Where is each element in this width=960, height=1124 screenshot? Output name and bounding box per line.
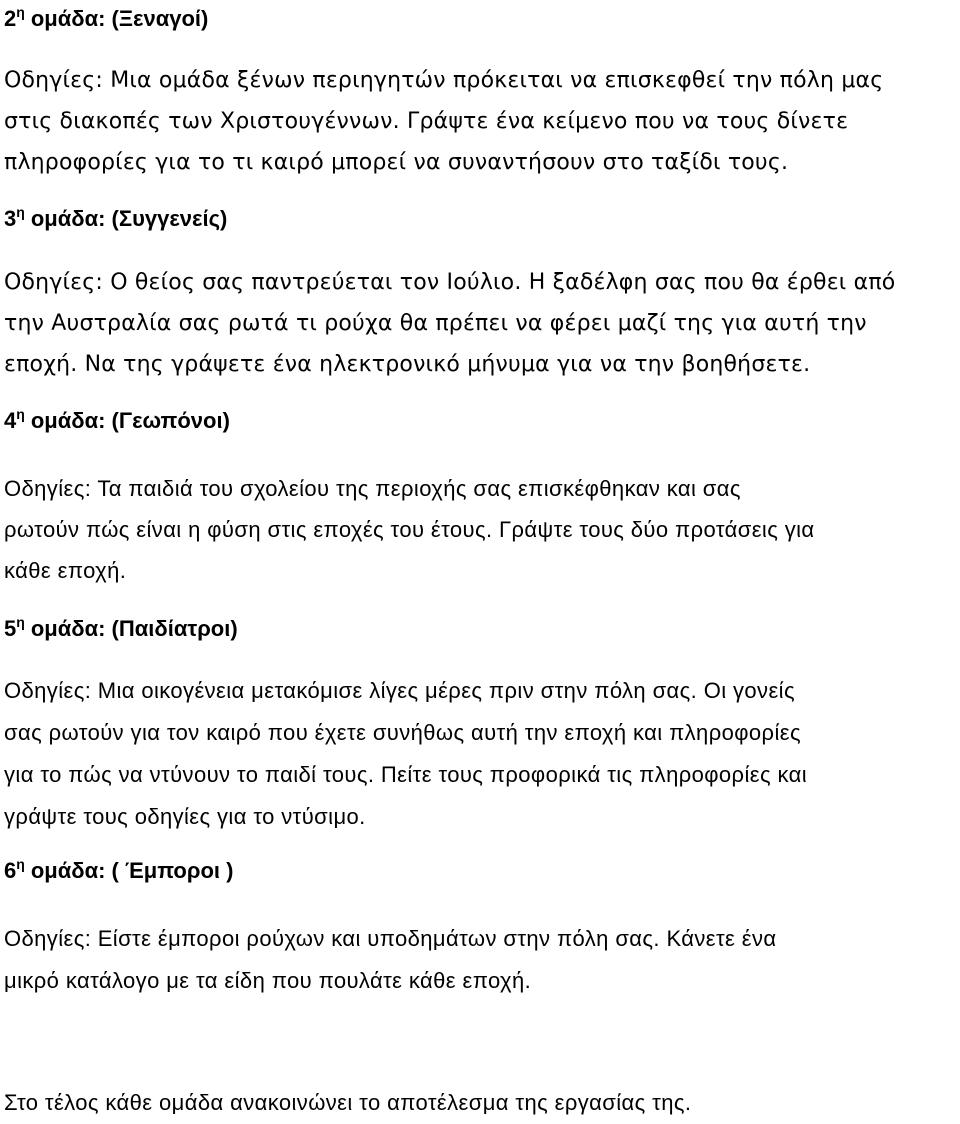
section-number: 2 (4, 6, 17, 31)
text-line: ρωτούν πώς είναι η φύση στις εποχές του έτους. Γράψτε τους δύο προτάσεις για (4, 517, 815, 542)
section-instructions-2 (4, 60, 954, 183)
text-line: Οδηγίες: Μια ομάδα ξένων περιηγητών πρόκειται να επισκεφθεί την πόλη μας (4, 68, 884, 93)
section-number-suffix: η (16, 4, 25, 20)
section-heading-2 (4, 4, 208, 34)
section-number-suffix: η (16, 856, 25, 872)
section-number: 5 (4, 616, 17, 641)
section-title: ομάδα: (Γεωπόνοι) (30, 408, 230, 433)
section-heading-6 (4, 856, 233, 886)
section-heading-3 (4, 204, 227, 234)
section-instructions-6 (4, 918, 954, 1002)
section-number: 3 (4, 206, 17, 231)
section-instructions-4 (4, 468, 954, 591)
section-number: 6 (4, 858, 17, 883)
section-heading-5 (4, 614, 238, 644)
section-instructions-5 (4, 670, 954, 838)
text-line: μικρό κατάλογο με τα είδη που πουλάτε κάθε εποχή. (4, 968, 532, 993)
closing-note (4, 1082, 954, 1124)
section-title: ομάδα: (Συγγενείς) (30, 206, 228, 231)
text-line: σας ρωτούν για τον καιρό που έχετε συνήθως αυτή την εποχή και πληροφορίες (4, 720, 801, 745)
text-line: γράψτε τους οδηγίες για το ντύσιμο. (4, 804, 366, 829)
text-line: Οδηγίες: Τα παιδιά του σχολείου της περιοχής σας επισκέφθηκαν και σας (4, 476, 741, 501)
section-title: ομάδα: (Ξεναγοί) (30, 6, 209, 31)
text-line: Οδηγίες: Ο θείος σας παντρεύεται τον Ιούλιο. Η ξαδέλφη σας που θα έρθει από (4, 270, 896, 295)
section-number-suffix: η (16, 204, 25, 220)
text-line: Στο τέλος κάθε ομάδα ανακοινώνει το αποτέλεσμα της εργασίας της. (4, 1090, 692, 1115)
section-heading-4 (4, 406, 230, 436)
text-line: εποχή. Να της γράψετε ένα ηλεκτρονικό μήνυμα για να την βοηθήσετε. (4, 352, 811, 377)
section-number-suffix: η (16, 406, 25, 422)
text-line: την Αυστραλία σας ρωτά τι ρούχα θα πρέπει να φέρει μαζί της για αυτή την (4, 311, 867, 336)
section-number: 4 (4, 408, 17, 433)
text-line: στις διακοπές των Χριστουγέννων. Γράψτε ένα κείμενο που να τους δίνετε (4, 109, 849, 134)
text-line: Οδηγίες: Είστε έμποροι ρούχων και υποδημάτων στην πόλη σας. Κάνετε ένα (4, 926, 777, 951)
text-line: πληροφορίες για το τι καιρό μπορεί να συναντήσουν στο ταξίδι τους. (4, 150, 789, 175)
text-line: Οδηγίες: Μια οικογένεια μετακόμισε λίγες μέρες πριν στην πόλη σας. Οι γονείς (4, 678, 795, 703)
section-title: ομάδα: ( Έμποροι ) (30, 858, 234, 883)
text-line: κάθε εποχή. (4, 558, 127, 583)
section-number-suffix: η (16, 614, 25, 630)
text-line: για το πώς να ντύνουν το παιδί τους. Πείτε τους προφορικά τις πληροφορίες και (4, 762, 808, 787)
section-title: ομάδα: (Παιδίατροι) (30, 616, 238, 641)
section-instructions-3 (4, 262, 954, 385)
